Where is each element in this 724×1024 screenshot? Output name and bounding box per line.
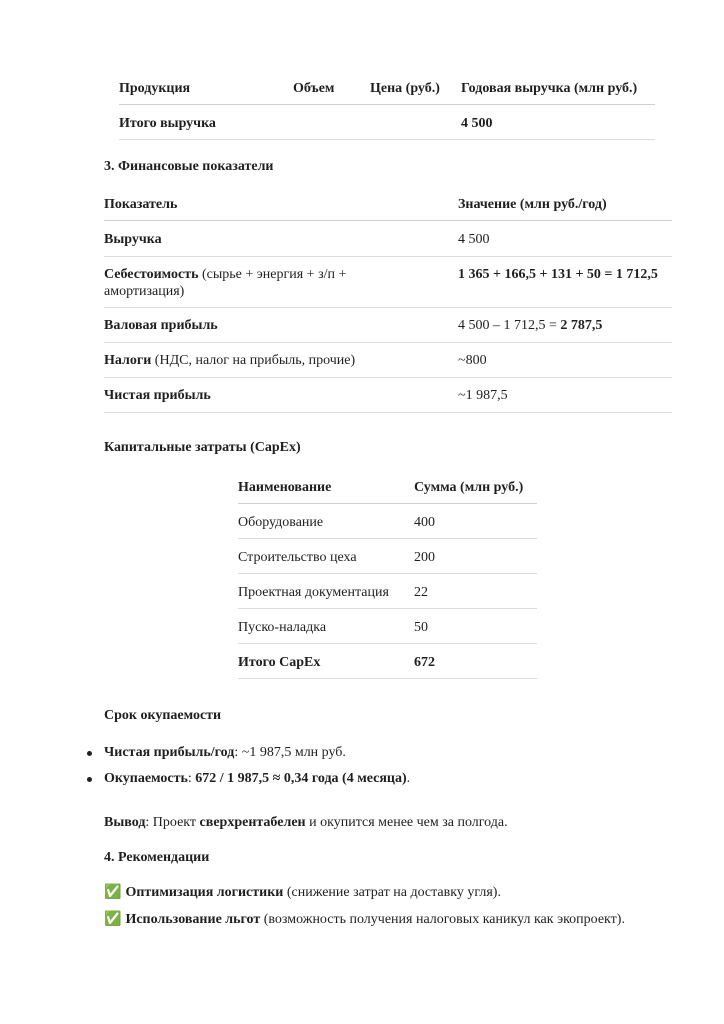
table-row-value: 22: [414, 585, 428, 600]
table-row-value: ~800: [458, 353, 487, 368]
recommendation-item: ✅ Оптимизация логистики (снижение затрат на доставку угля).: [104, 884, 501, 900]
table-row-label: Себестоимость (сырье + энергия + з/п + амортизация): [104, 267, 347, 299]
row-divider: [238, 678, 537, 679]
table-row-label: Проектная документация: [238, 585, 389, 600]
row-divider: [238, 608, 537, 609]
product-col-header: Продукция: [119, 81, 191, 96]
table-row-label: Налоги (НДС, налог на прибыль, прочие): [104, 353, 356, 368]
table-row-label: Валовая прибыль: [104, 318, 218, 333]
table-row-label: Выручка: [104, 232, 162, 247]
recommendation-item: ✅ Использование льгот (возможность получения налоговых каникул как экопроект).: [104, 911, 625, 927]
row-divider: [238, 573, 537, 574]
payback-title: Срок окупаемости: [104, 708, 222, 723]
capex-total-value: 672: [414, 655, 435, 670]
name-col-header: Наименование: [238, 480, 332, 495]
conclusion: Вывод: Проект сверхрентабелен и окупится менее чем за полгода.: [104, 815, 508, 830]
table-row-value: 400: [414, 515, 435, 530]
row-divider: [104, 412, 672, 413]
revenue-col-header: Годовая выручка (млн руб.): [461, 81, 638, 96]
check-icon: ✅: [104, 884, 122, 900]
sum-col-header: Сумма (млн руб.): [414, 480, 524, 495]
table-row-value: 50: [414, 620, 428, 635]
table-row-label: Строительство цеха: [238, 550, 357, 565]
list-item: Окупаемость: 672 / 1 987,5 ≈ 0,34 года (4 месяца).: [104, 771, 411, 786]
row-divider: [238, 643, 537, 644]
value-col-header: Значение (млн руб./год): [458, 197, 607, 212]
table-row-label: Оборудование: [238, 515, 324, 530]
row-divider: [104, 307, 672, 308]
capex-title: Капитальные затраты (CapEx): [104, 440, 301, 455]
row-divider: [104, 377, 672, 378]
check-icon: ✅: [104, 911, 122, 927]
section4-title: 4. Рекомендации: [104, 850, 210, 865]
row-divider: [119, 139, 655, 140]
bullet-icon: [87, 751, 92, 756]
capex-total-label: Итого CapEx: [238, 655, 321, 670]
volume-col-header: Объем: [293, 81, 335, 96]
total-revenue-value: 4 500: [461, 116, 493, 131]
section3-title: 3. Финансовые показатели: [104, 159, 274, 174]
indicator-col-header: Показатель: [104, 197, 178, 212]
bullet-icon: [87, 777, 92, 782]
header-divider: [238, 503, 537, 504]
table-row-label: Пуско-наладка: [238, 620, 327, 635]
row-divider: [104, 256, 672, 257]
header-divider: [104, 220, 672, 221]
header-divider: [119, 104, 655, 105]
table-row-value: ~1 987,5: [458, 388, 508, 403]
table-row-value: 1 365 + 166,5 + 131 + 50 = 1 712,5: [458, 267, 658, 282]
total-revenue-label: Итого выручка: [119, 116, 216, 131]
row-divider: [104, 342, 672, 343]
table-row-value: 4 500 – 1 712,5 = 2 787,5: [458, 318, 603, 333]
row-divider: [238, 538, 537, 539]
table-row-label: Чистая прибыль: [104, 388, 211, 403]
table-row-value: 4 500: [458, 232, 490, 247]
list-item: Чистая прибыль/год: ~1 987,5 млн руб.: [104, 745, 346, 760]
price-col-header: Цена (руб.): [370, 81, 440, 96]
table-row-value: 200: [414, 550, 435, 565]
